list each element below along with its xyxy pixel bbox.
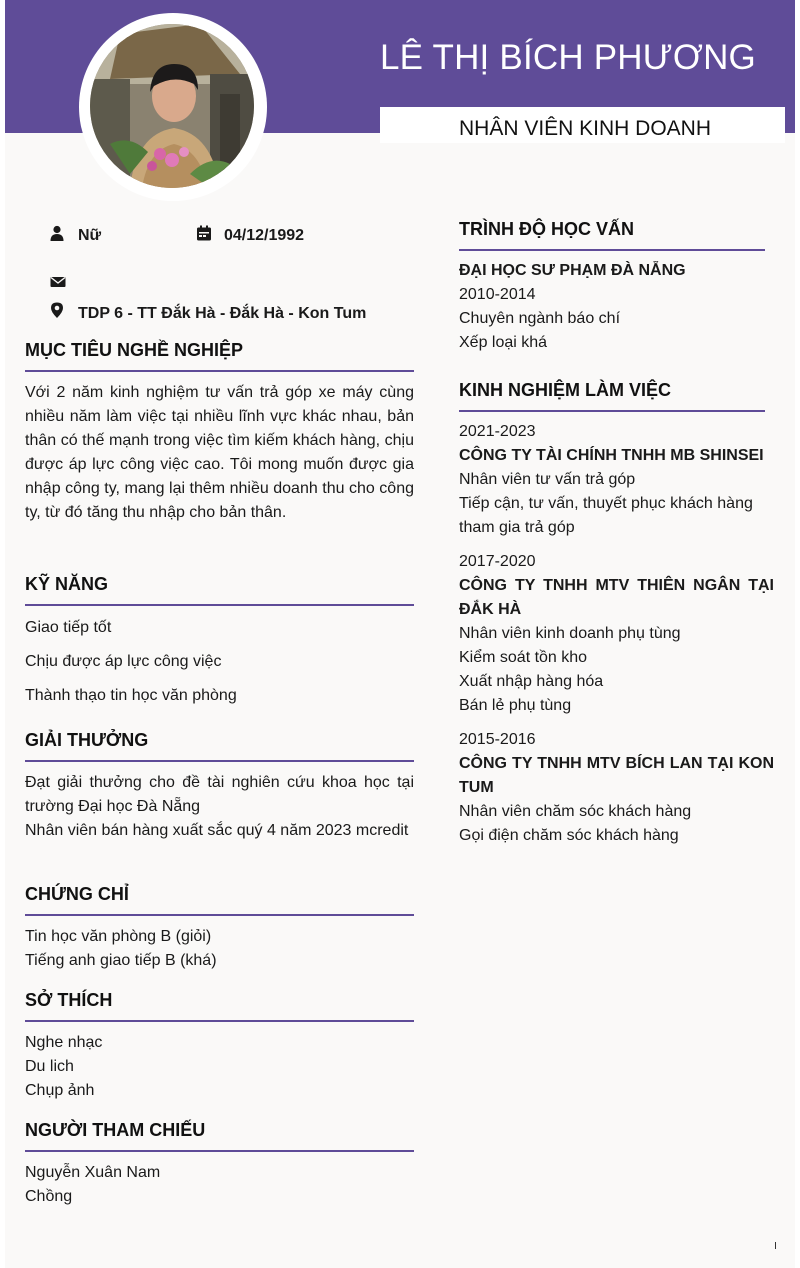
job-line: Kiểm soát tồn kho xyxy=(459,649,588,666)
education-title: TRÌNH ĐỘ HỌC VẤN xyxy=(459,219,765,251)
address-value: TDP 6 - TT Đắk Hà - Đắk Hà - Kon Tum xyxy=(78,305,367,322)
objective-title: MỤC TIÊU NGHỀ NGHIỆP xyxy=(25,340,414,372)
skill-item: Chịu được áp lực công việc xyxy=(25,653,222,670)
hobbies-title: SỞ THÍCH xyxy=(25,990,414,1022)
avatar xyxy=(90,24,254,188)
avatar-photo xyxy=(90,24,254,188)
award-item: Đạt giải thưởng cho đề tài nghiên cứu khoa học tại trường Đại học Đà Nẵng xyxy=(25,774,414,815)
birthday-value: 04/12/1992 xyxy=(224,227,305,244)
skill-item: Thành thạo tin học văn phòng xyxy=(25,687,237,704)
objective-text: Với 2 năm kinh nghiệm tư vấn trả góp xe máy cùng nhiều năm làm việc tại nhiều lĩnh vực khác nhau, bản thân có thế mạnh trong việc tìm kiếm khách hàng, chịu được áp lực công việc cao. Tôi mong muốn được gia nhập công ty, mang lại thêm nhiều doanh thu cho công ty, từ đó tăng thu nhập cho bản thân. xyxy=(25,384,414,521)
hobby-item: Du lich xyxy=(25,1058,74,1075)
skills-title: KỸ NĂNG xyxy=(25,574,414,606)
job-period: 2017-2020 xyxy=(459,553,536,570)
candidate-position: NHÂN VIÊN KINH DOANH xyxy=(458,117,712,140)
certificates-title: CHỨNG CHỈ xyxy=(25,884,414,916)
job-line: Nhân viên chăm sóc khách hàng xyxy=(459,803,692,820)
reference-item: Nguyễn Xuân Nam xyxy=(25,1164,161,1181)
map-pin-icon xyxy=(49,302,65,318)
envelope-icon xyxy=(50,274,66,290)
certificate-item: Tiếng anh giao tiếp B (khá) xyxy=(25,952,217,969)
hobby-item: Chụp ảnh xyxy=(25,1082,95,1099)
job-period: 2015-2016 xyxy=(459,731,536,748)
experience-title: KINH NGHIỆM LÀM VIỆC xyxy=(459,380,765,412)
job-company: CÔNG TY TNHH MTV BÍCH LAN TẠI KON TUM xyxy=(459,755,774,796)
education-period: 2010-2014 xyxy=(459,286,536,303)
candidate-name: LÊ THỊ BÍCH PHƯƠNG xyxy=(380,38,756,77)
gender-value: Nữ xyxy=(78,227,102,244)
education-school: ĐẠI HỌC SƯ PHẠM ĐÀ NẴNG xyxy=(459,262,686,279)
job-period: 2021-2023 xyxy=(459,423,536,440)
hobby-item: Nghe nhạc xyxy=(25,1034,103,1051)
references-title: NGƯỜI THAM CHIẾU xyxy=(25,1120,414,1152)
award-item: Nhân viên bán hàng xuất sắc quý 4 năm 2023 mcredit xyxy=(25,822,409,839)
education-major: Chuyên ngành báo chí xyxy=(459,310,621,327)
job-company: CÔNG TY TÀI CHÍNH TNHH MB SHINSEI xyxy=(459,447,764,464)
page-mark xyxy=(775,1242,776,1249)
job-line: Xuất nhập hàng hóa xyxy=(459,673,604,690)
job-line: Tiếp cận, tư vấn, thuyết phục khách hàng tham gia trả góp xyxy=(459,495,753,536)
certificate-item: Tin học văn phòng B (giỏi) xyxy=(25,928,212,945)
job-line: Gọi điện chăm sóc khách hàng xyxy=(459,827,679,844)
reference-item: Chồng xyxy=(25,1188,73,1205)
calendar-icon xyxy=(196,225,212,241)
skill-item: Giao tiếp tốt xyxy=(25,619,112,636)
person-icon xyxy=(49,225,65,241)
awards-title: GIẢI THƯỞNG xyxy=(25,730,414,762)
job-line: Nhân viên kinh doanh phụ tùng xyxy=(459,625,681,642)
job-line: Nhân viên tư vấn trả góp xyxy=(459,471,636,488)
job-line: Bán lẻ phụ tùng xyxy=(459,697,572,714)
education-grade: Xếp loại khá xyxy=(459,334,548,351)
job-company: CÔNG TY TNHH MTV THIÊN NGÂN TẠI ĐẮK HÀ xyxy=(459,577,774,618)
